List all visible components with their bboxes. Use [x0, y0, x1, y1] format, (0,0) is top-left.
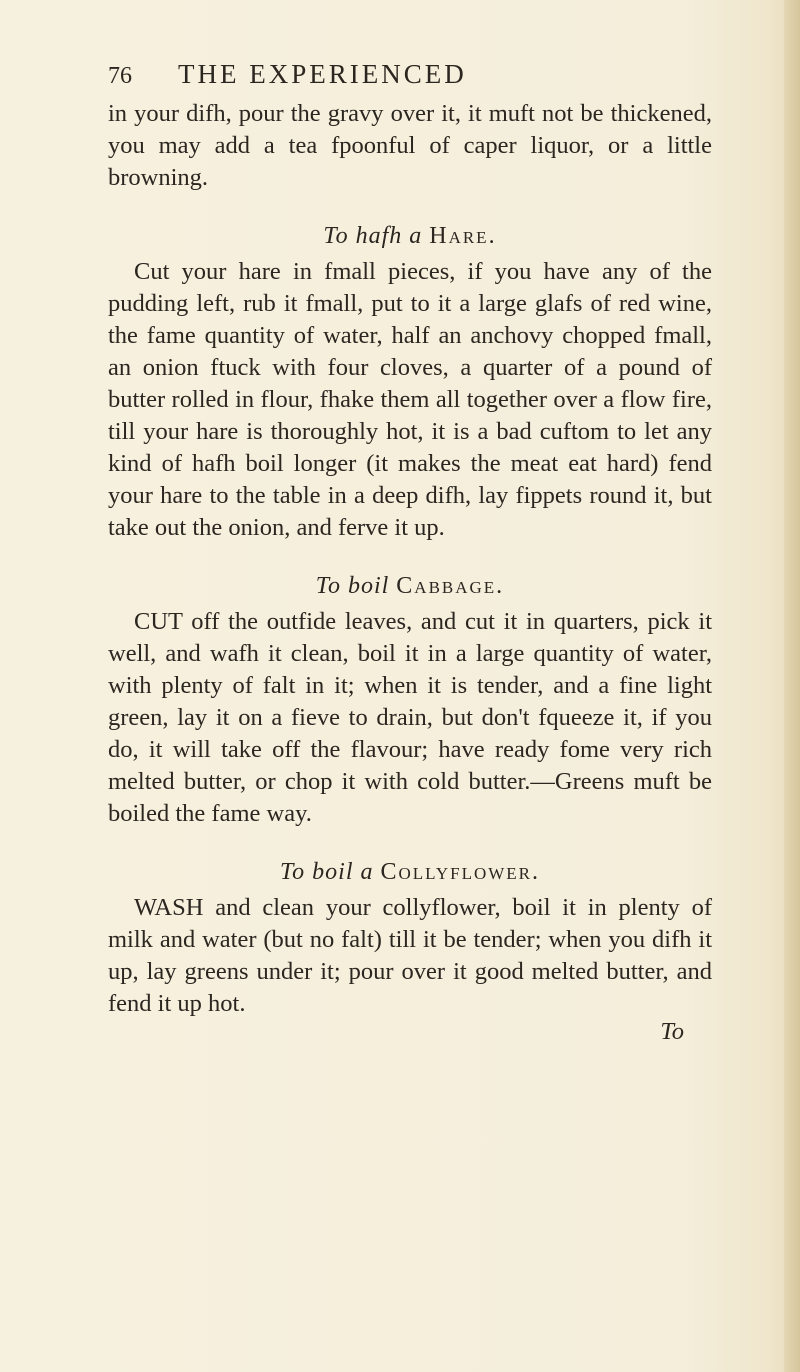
section-heading-collyflower [108, 856, 712, 888]
recipe-paragraph-collyflower: WASH and clean your collyflower, boil it in plenty of milk and water (but no falt) till it be tender; when you difh it up, lay greens under it; pour over it good melted butter, and fend it up hot. [108, 894, 712, 1017]
heading-caps: Cabbage. [396, 573, 505, 599]
page-number: 76 [108, 63, 132, 89]
section-heading-hare [108, 220, 712, 252]
heading-italic: To boil a [280, 859, 374, 885]
running-head [108, 58, 712, 98]
heading-italic: To boil [315, 573, 390, 599]
heading-caps: Collyflower. [380, 859, 540, 885]
intro-paragraph: in your difh, pour the gravy over it, it muft not be thickened, you may add a tea fpoonful of caper liquor, or a little browning. [108, 100, 712, 191]
recipe-paragraph-hare: Cut your hare in fmall pieces, if you have any of the pudding left, rub it fmall, put to it a large glafs of red wine, the fame quantity of water, half an anchovy chopped fmall, an onion ftuck with four cloves, a quarter of a pound of butter rolled in flour, fhake them all together over a flow fire, till your hare is thoroughly hot, it is a bad cuftom to let any kind of hafh boil longer (it makes the meat eat hard) fend your hare to the table in a deep difh, lay fippets round it, but take out the onion, and ferve it up. [108, 258, 712, 541]
heading-italic: To hafh a [323, 223, 423, 249]
running-title: THE EXPERIENCED [178, 59, 467, 89]
recipe-paragraph-cabbage: CUT off the outfide leaves, and cut it in quarters, pick it well, and wafh it clean, boil it in a large quantity of water, with plenty of falt in it; when it is tender, and a fine light green, lay it on a fieve to drain, but don't fqueeze it, if you do, it will take off the flavour; have ready fome very rich melted butter, or chop it with cold butter.—Greens muft be boiled the fame way. [108, 608, 712, 827]
section-heading-cabbage [108, 570, 712, 602]
heading-caps: Hare. [429, 223, 497, 249]
catchword: To [660, 1018, 684, 1045]
page-text [108, 58, 712, 1048]
page-edge [784, 0, 800, 1372]
